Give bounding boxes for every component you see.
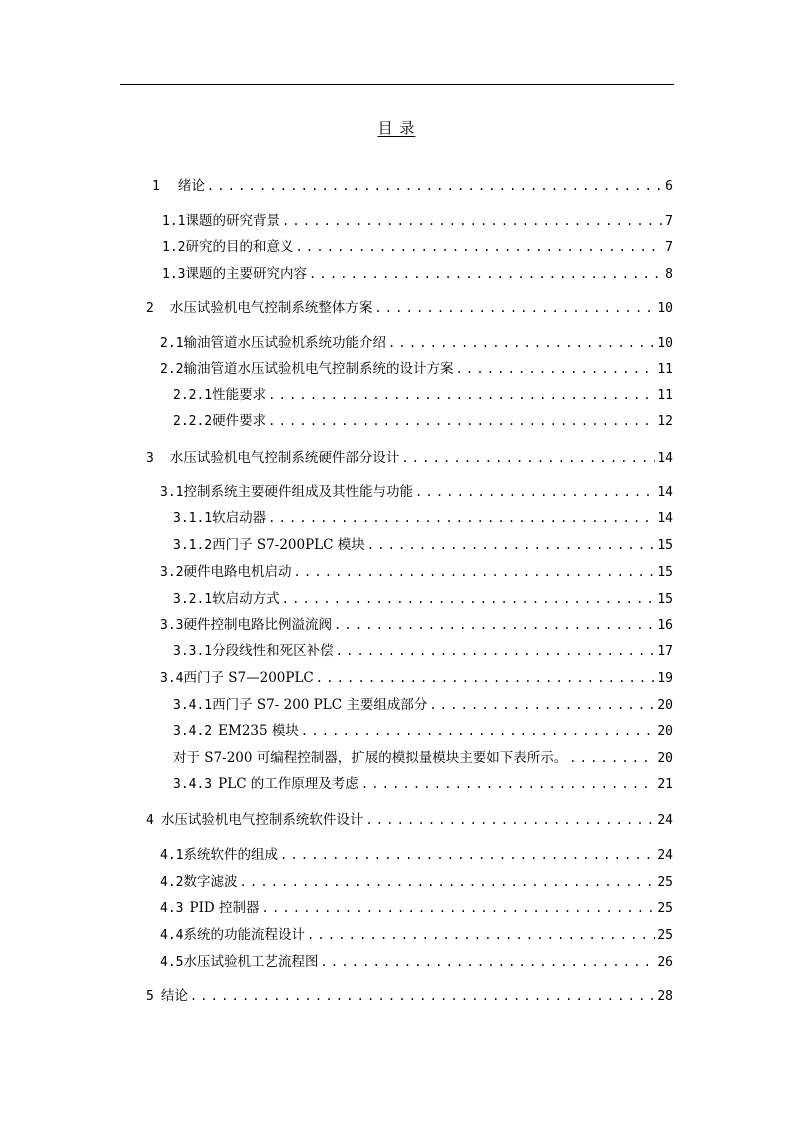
toc-entry-1-3[interactable] xyxy=(162,264,673,284)
toc-page-number: 10 xyxy=(657,336,673,351)
toc-number: 2.1 xyxy=(160,336,184,351)
toc-label: 绪论 xyxy=(177,178,205,194)
dot-leader xyxy=(307,925,655,945)
toc-number: 3.2 xyxy=(160,565,184,580)
dot-leader xyxy=(388,333,655,353)
toc-number: 1.1 xyxy=(162,214,186,229)
toc-page-number: 7 xyxy=(665,214,673,229)
toc-number: 5 xyxy=(146,989,154,1004)
toc-label: 课题的研究背景 xyxy=(185,213,280,229)
toc-entry-3-1-1[interactable] xyxy=(173,508,673,528)
toc-label: 分段线性和死区补偿 xyxy=(212,643,334,659)
dot-leader xyxy=(401,448,655,468)
dot-leader xyxy=(268,385,655,405)
toc-entry-4-1[interactable] xyxy=(160,845,673,865)
toc-entry-3-3[interactable] xyxy=(160,615,673,635)
toc-number: 1 xyxy=(152,179,160,194)
toc-label: EM235 模块 xyxy=(218,723,299,739)
toc-number: 3 xyxy=(146,451,154,466)
toc-page-number: 20 xyxy=(657,724,673,739)
toc-label: 软启动器 xyxy=(212,510,267,526)
toc-page-number: 16 xyxy=(657,618,673,633)
toc-entry-2-2-2[interactable] xyxy=(173,411,673,431)
toc-page-number: 11 xyxy=(657,388,673,403)
dot-leader xyxy=(280,845,655,865)
toc-label: 输油管道水压试验机系统功能介绍 xyxy=(183,335,386,351)
toc-label: 性能要求 xyxy=(212,387,267,403)
toc-label: 对于 S7-200 可编程控制器，扩展的模拟量模块主要如下表所示。 xyxy=(173,750,568,766)
dot-leader xyxy=(367,535,656,555)
toc-label: 数字滤波 xyxy=(183,874,238,890)
toc-page-number: 21 xyxy=(657,777,673,792)
toc-page-number: 14 xyxy=(657,451,673,466)
toc-label: 水压试验机工艺流程图 xyxy=(183,954,319,970)
dot-leader xyxy=(334,615,655,635)
toc-label: PLC 的工作原理及考虑 xyxy=(218,776,359,792)
dot-leader xyxy=(309,264,663,284)
toc-label: 水压试验机电气控制系统软件设计 xyxy=(160,812,364,828)
toc-number: 2 xyxy=(146,301,154,316)
toc-label: 系统的功能流程设计 xyxy=(183,927,305,943)
toc-number: 3.1.1 xyxy=(173,511,213,526)
toc-label: 课题的主要研究内容 xyxy=(185,266,307,282)
dot-leader xyxy=(415,482,655,502)
toc-page-number: 25 xyxy=(657,901,673,916)
toc-entry-1-1[interactable] xyxy=(162,211,673,231)
toc-number: 3.4 xyxy=(160,671,184,686)
page-title xyxy=(0,118,793,138)
dot-leader xyxy=(295,237,663,257)
toc-page-number: 17 xyxy=(657,644,673,659)
toc-label: 西门子 S7-200PLC 模块 xyxy=(212,537,365,553)
toc-label: 水压试验机电气控制系统整体方案 xyxy=(169,300,373,316)
toc-page-number: 12 xyxy=(657,414,673,429)
toc-page-number: 20 xyxy=(657,698,673,713)
dot-leader xyxy=(301,721,655,741)
toc-label: 结论 xyxy=(160,988,188,1004)
toc-number: 2.2.1 xyxy=(173,388,213,403)
dot-leader xyxy=(268,411,655,431)
toc-number: 3.4.1 xyxy=(173,698,213,713)
dot-leader xyxy=(262,898,656,918)
dot-leader xyxy=(268,508,655,528)
toc-number: 2.2 xyxy=(160,362,184,377)
dot-leader xyxy=(316,668,656,688)
toc-page-number: 25 xyxy=(657,875,673,890)
toc-number: 1.2 xyxy=(162,240,186,255)
toc-entry-4-2[interactable] xyxy=(160,872,673,892)
toc-page-number: 7 xyxy=(665,240,673,255)
toc-entry-4-3[interactable] xyxy=(160,898,673,918)
toc-entry-3-3-1[interactable] xyxy=(173,641,673,661)
toc-number: 3.3.1 xyxy=(173,644,213,659)
toc-entry-2-1[interactable] xyxy=(160,333,673,353)
toc-entry-3-2[interactable] xyxy=(160,562,673,582)
toc-number: 3.1.2 xyxy=(173,538,213,553)
toc-label: 软启动方式 xyxy=(212,591,280,607)
toc-entry-2-2[interactable] xyxy=(160,359,673,379)
toc-label: 硬件要求 xyxy=(212,413,267,429)
toc-label: 西门子 S7—200PLC xyxy=(183,670,314,686)
dot-leader xyxy=(207,176,663,196)
toc-page-number: 24 xyxy=(657,848,673,863)
toc-page-number: 28 xyxy=(657,989,673,1004)
toc-page-number: 26 xyxy=(657,955,673,970)
toc-entry-table-note[interactable] xyxy=(173,748,673,768)
toc-number: 4.2 xyxy=(160,875,184,890)
toc-label: 输油管道水压试验机电气控制系统的设计方案 xyxy=(183,361,454,377)
dot-leader xyxy=(429,695,655,715)
toc-number: 1.3 xyxy=(162,267,186,282)
toc-entry-3-1-2[interactable] xyxy=(173,535,673,555)
dot-leader xyxy=(569,748,655,768)
toc-label: 控制系统主要硬件组成及其性能与功能 xyxy=(183,484,413,500)
toc-number: 4.3 xyxy=(160,901,184,916)
toc-entry-4-5[interactable] xyxy=(160,952,673,972)
toc-page-number: 19 xyxy=(657,671,673,686)
header-rule xyxy=(120,84,674,85)
toc-page-number: 15 xyxy=(657,592,673,607)
dot-leader xyxy=(320,952,655,972)
toc-number: 3.1 xyxy=(160,485,184,500)
toc-label: 西门子 S7- 200 PLC 主要组成部分 xyxy=(212,697,428,713)
toc-page-number: 14 xyxy=(657,485,673,500)
toc-entry-2[interactable] xyxy=(146,298,673,318)
toc-entry-1[interactable] xyxy=(152,176,673,196)
toc-number: 3.4.3 xyxy=(173,777,213,792)
toc-entry-2-2-1[interactable] xyxy=(173,385,673,405)
dot-leader xyxy=(239,872,655,892)
toc-page-number: 11 xyxy=(657,362,673,377)
dot-leader xyxy=(455,359,655,379)
dot-leader xyxy=(190,986,656,1006)
toc-number: 2.2.2 xyxy=(173,414,213,429)
toc-entry-3[interactable] xyxy=(146,448,673,468)
dot-leader xyxy=(336,641,656,661)
toc-label: 硬件电路电机启动 xyxy=(183,564,292,580)
toc-label: PID 控制器 xyxy=(189,900,260,916)
toc-label: 水压试验机电气控制系统硬件部分设计 xyxy=(169,450,400,466)
toc-entry-3-2-1[interactable] xyxy=(173,589,673,609)
toc-number: 3.2.1 xyxy=(173,592,213,607)
dot-leader xyxy=(293,562,655,582)
toc-number: 4.5 xyxy=(160,955,184,970)
toc-page-number: 15 xyxy=(657,565,673,580)
toc-entry-4-4[interactable] xyxy=(160,925,673,945)
toc-number: 4.1 xyxy=(160,848,184,863)
toc-label: 硬件控制电路比例溢流阀 xyxy=(183,617,332,633)
toc-page-number: 20 xyxy=(657,751,673,766)
toc-number: 3.4.2 xyxy=(173,724,213,739)
toc-entry-3-4-3[interactable] xyxy=(173,774,673,794)
dot-leader xyxy=(365,810,655,830)
dot-leader xyxy=(282,589,656,609)
toc-entry-3-4-1[interactable] xyxy=(173,695,673,715)
toc-page-number: 14 xyxy=(657,511,673,526)
toc-number: 4 xyxy=(146,813,154,828)
toc-page-number: 25 xyxy=(657,928,673,943)
toc-label: 系统软件的组成 xyxy=(183,847,278,863)
toc-entry-3-4[interactable] xyxy=(160,668,673,688)
toc-entry-3-4-2[interactable] xyxy=(173,721,673,741)
dot-leader xyxy=(282,211,663,231)
toc-entry-5[interactable] xyxy=(146,986,673,1006)
toc-page-number: 8 xyxy=(665,267,673,282)
toc-entry-1-2[interactable] xyxy=(162,237,673,257)
dot-leader xyxy=(361,774,656,794)
dot-leader xyxy=(374,298,655,318)
toc-page-number: 6 xyxy=(665,179,673,194)
toc-number: 3.3 xyxy=(160,618,184,633)
toc-page-number: 10 xyxy=(657,301,673,316)
toc-page-number: 24 xyxy=(657,813,673,828)
toc-page-number: 15 xyxy=(657,538,673,553)
toc-number: 4.4 xyxy=(160,928,184,943)
page-title-text: 目 录 xyxy=(377,119,416,137)
toc-entry-3-1[interactable] xyxy=(160,482,673,502)
toc-entry-4[interactable] xyxy=(146,810,673,830)
toc-label: 研究的目的和意义 xyxy=(185,239,294,255)
